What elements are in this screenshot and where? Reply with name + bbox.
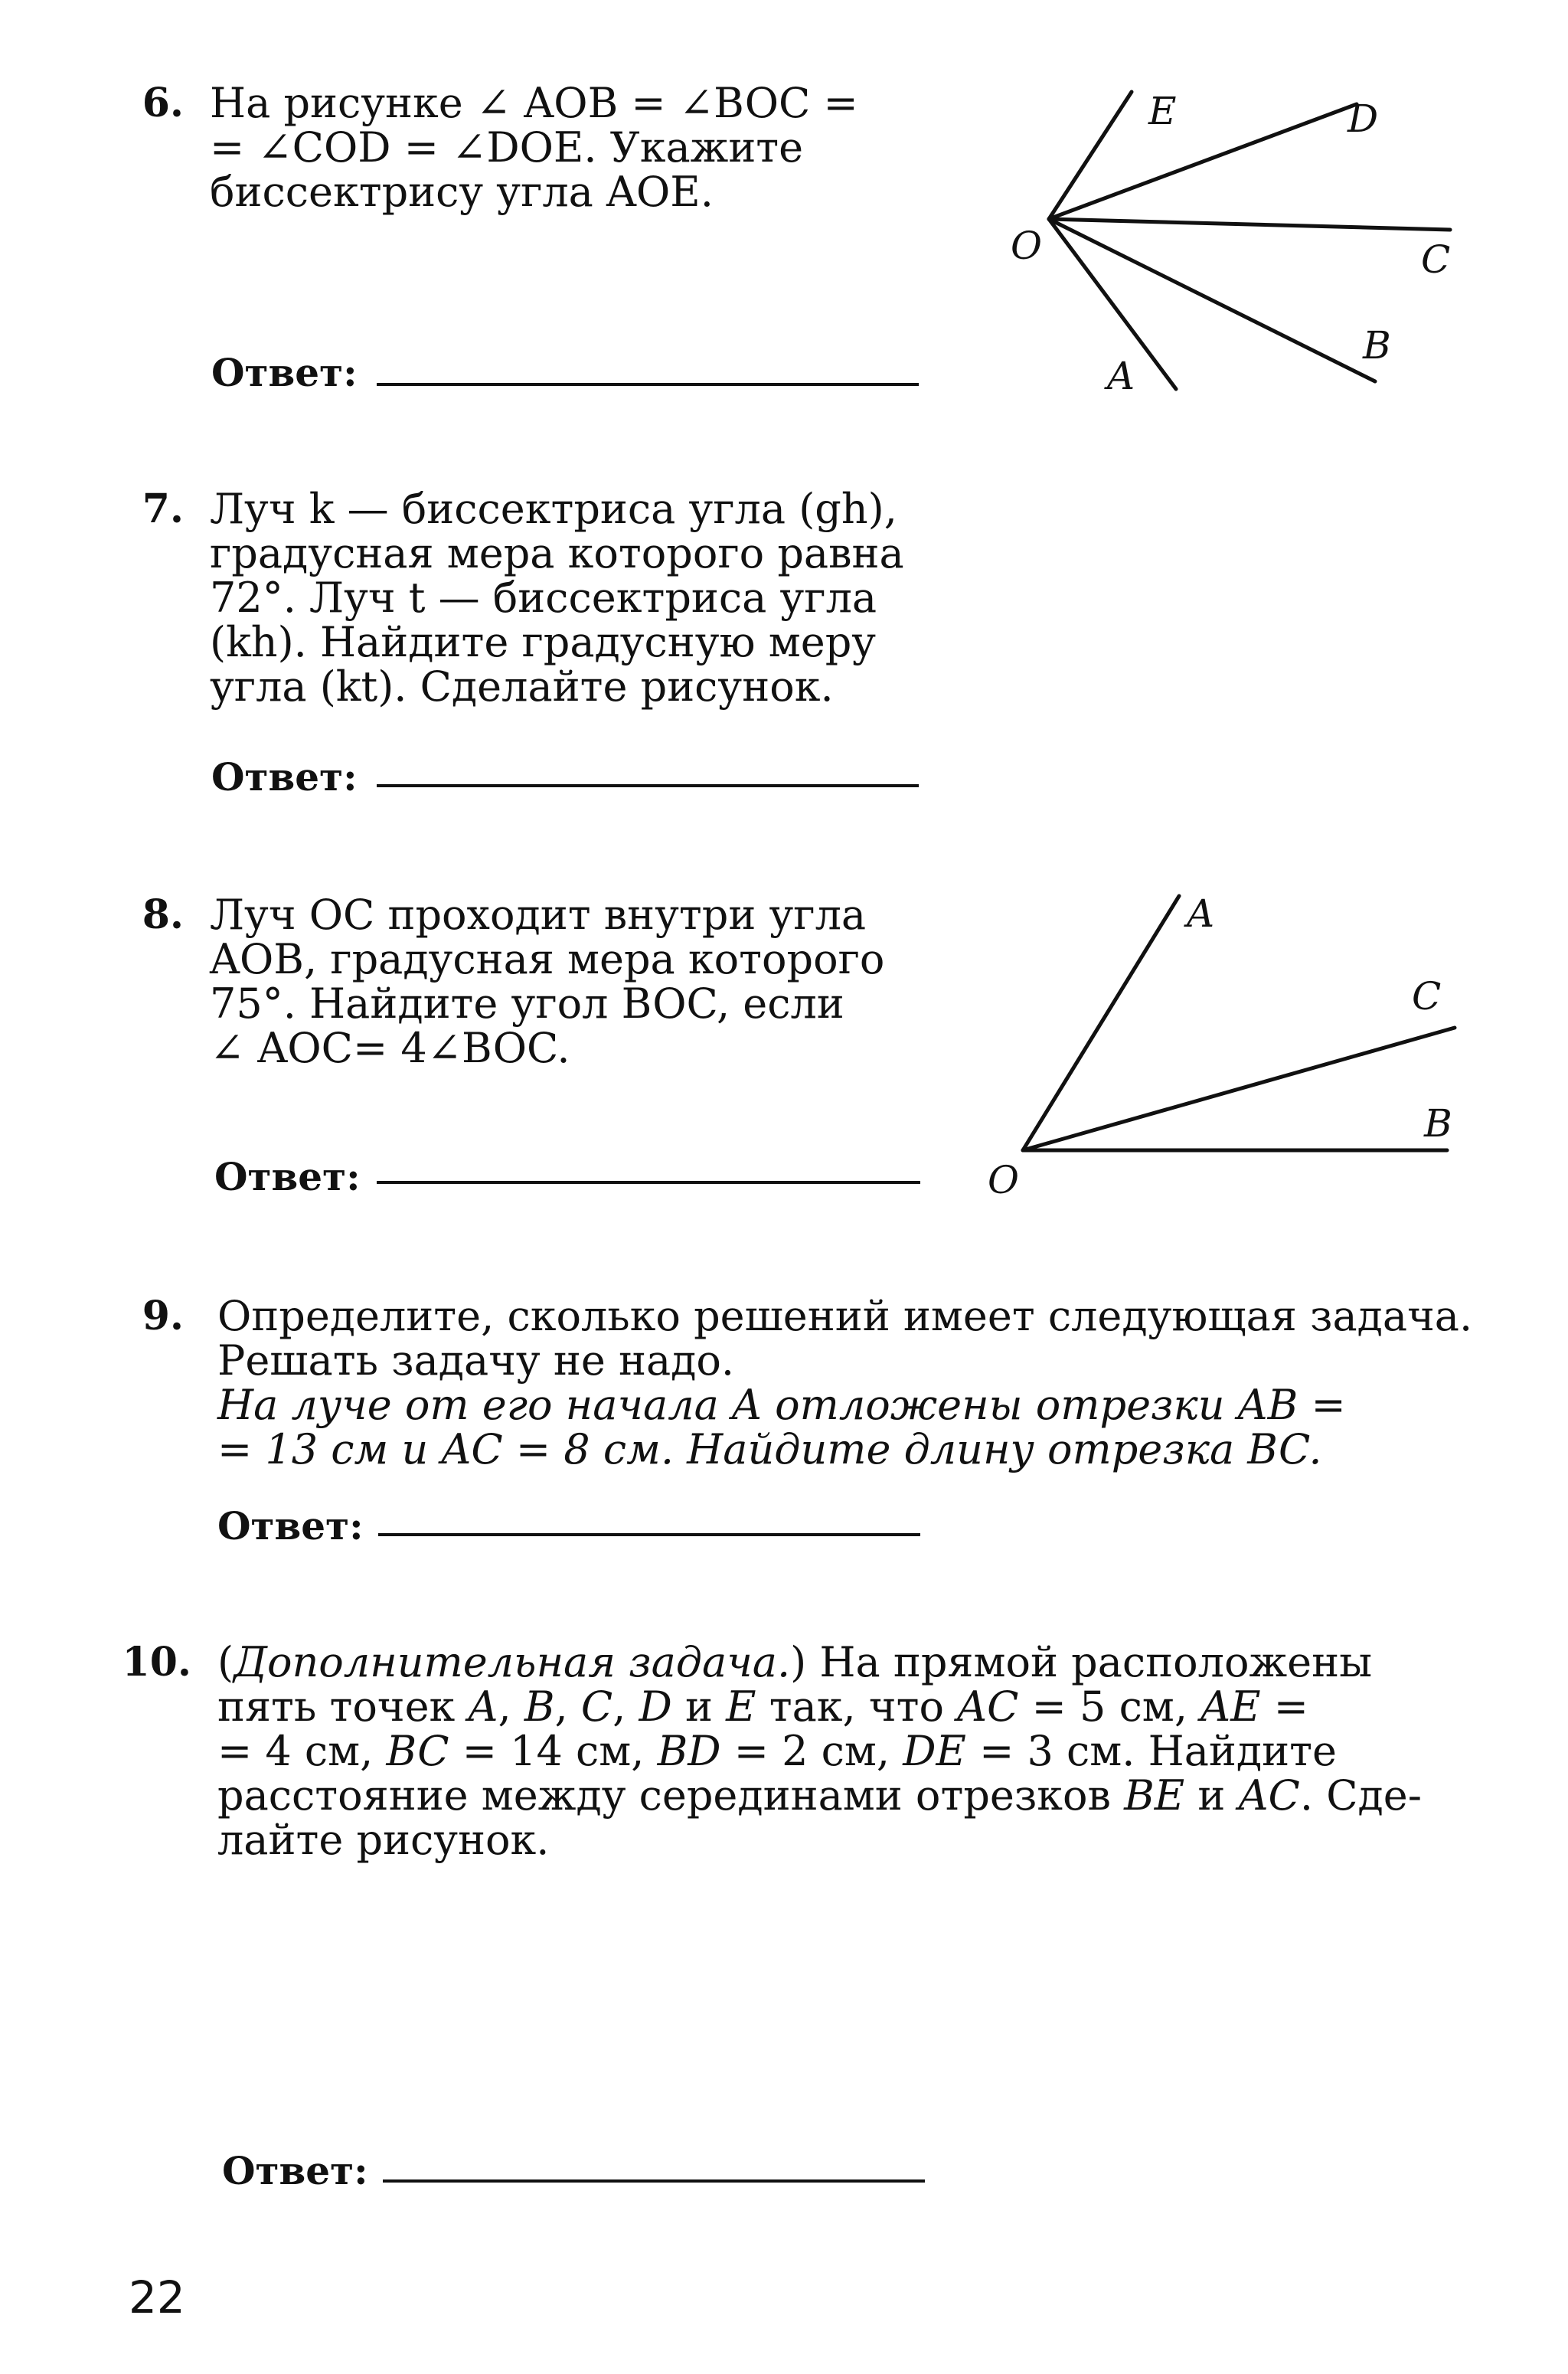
text-line: Луч OC проходит внутри угла xyxy=(210,891,867,939)
answer-label: Ответ: xyxy=(211,350,358,395)
italic-text-line: На луче от его начала A отложены отрезки AB = xyxy=(217,1381,1346,1429)
angle-figure-6 xyxy=(995,77,1470,414)
problem-number: 9. xyxy=(142,1293,184,1339)
text-line: градусная мера которого равна xyxy=(210,529,904,577)
label-a: A xyxy=(1187,891,1215,936)
problem-text xyxy=(210,487,919,709)
ray-ob xyxy=(1049,219,1375,381)
text-line: биссектрису угла AOE. xyxy=(210,168,714,216)
text-line: AOB, градусная мера которого xyxy=(210,935,885,983)
label-a: A xyxy=(1107,354,1135,398)
problem-text xyxy=(217,1292,1473,1473)
answer-line[interactable] xyxy=(377,784,919,787)
label-c: C xyxy=(1421,237,1451,282)
text-line: На рисунке ∠ AOB = ∠BOC = xyxy=(210,79,858,127)
text-line: ∠ AOC= 4∠BOC. xyxy=(210,1024,570,1072)
answer-label: Ответ: xyxy=(214,1154,361,1199)
text-line: Луч k — биссектриса угла (gh), xyxy=(210,485,897,533)
ray-od xyxy=(1049,104,1357,219)
problem-number: 8. xyxy=(142,891,184,938)
problem-text xyxy=(217,1640,1458,1862)
answer-line[interactable] xyxy=(383,2179,925,2183)
problem-text xyxy=(210,81,919,214)
problem-number: 6. xyxy=(142,80,184,126)
problem-number: 7. xyxy=(142,486,184,532)
label-e: E xyxy=(1148,89,1177,133)
text-line: = ∠COD = ∠DOE. Укажите xyxy=(210,123,804,172)
text-line: лайте рисунок. xyxy=(217,1816,550,1864)
answer-line[interactable] xyxy=(377,383,919,386)
text-line: пять точек A, B, C, D и E так, что AC = 5 см, AE = xyxy=(217,1682,1308,1731)
text-line: 75°. Найдите угол BOC, если xyxy=(210,979,844,1028)
label-o: O xyxy=(988,1158,1019,1202)
label-b: B xyxy=(1424,1101,1452,1146)
answer-label: Ответ: xyxy=(222,2148,368,2193)
angle-figure-8 xyxy=(965,881,1485,1210)
text-line: Решать задачу не надо. xyxy=(217,1336,735,1385)
label-o: O xyxy=(1011,224,1042,268)
label-d: D xyxy=(1348,96,1379,141)
text-line: 72°. Луч t — биссектриса угла xyxy=(210,574,877,622)
ray-oe xyxy=(1049,92,1132,219)
answer-line[interactable] xyxy=(378,1533,920,1536)
label-b: B xyxy=(1363,323,1391,368)
text-line: = 4 см, BC = 14 см, BD = 2 см, DE = 3 см. Найдите xyxy=(217,1727,1337,1775)
text-line: расстояние между серединами отрезков BE и AC. Сде- xyxy=(217,1771,1422,1820)
page-number: 22 xyxy=(129,2271,185,2323)
problem-number: 10. xyxy=(122,1639,191,1686)
answer-label: Ответ: xyxy=(211,754,358,800)
italic-text-line: = 13 см и AC = 8 см. Найдите длину отрезка BC. xyxy=(217,1425,1322,1473)
text-line: угла (kt). Сделайте рисунок. xyxy=(210,662,834,711)
answer-label: Ответ: xyxy=(217,1503,364,1548)
problem-text xyxy=(210,893,919,1071)
answer-line[interactable] xyxy=(377,1181,920,1184)
text-line: (kh). Найдите градусную меру xyxy=(210,618,877,666)
text-line: (Дополнительная задача.) На прямой расположены xyxy=(217,1638,1373,1686)
ray-oc xyxy=(1049,219,1450,230)
label-c: C xyxy=(1412,974,1442,1019)
text-line: Определите, сколько решений имеет следующая задача. xyxy=(217,1292,1473,1340)
